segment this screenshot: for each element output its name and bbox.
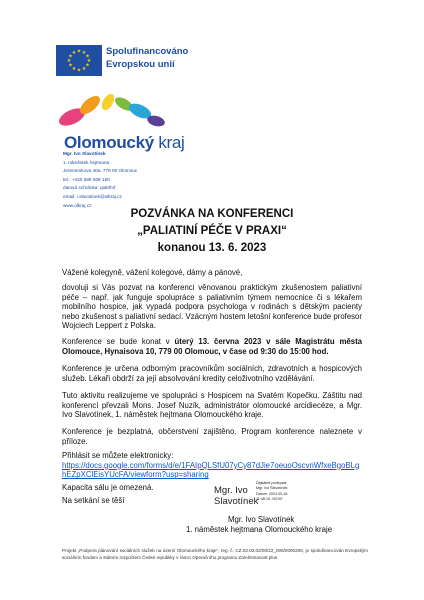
invitation-title bbox=[0, 206, 424, 257]
paragraph-register bbox=[62, 451, 362, 480]
svg-text:★: ★ bbox=[81, 66, 87, 72]
logo-name: Olomoucký bbox=[64, 133, 154, 152]
svg-text:★: ★ bbox=[71, 66, 77, 72]
signature-name-visual bbox=[214, 485, 258, 507]
sender-databox: datová schránka: qiabfmf bbox=[63, 185, 116, 191]
sender-role: 1. náměstek hejtmana bbox=[63, 159, 110, 165]
sender-name: Mgr. Ivo Slavotínek bbox=[63, 151, 106, 156]
sender-tel: tel.: +420 585 508 150 bbox=[63, 176, 110, 182]
digital-sig-line-2: Mgr. Ivo Slavotínek bbox=[256, 486, 288, 491]
greeting: Vážené kolegyně, vážení kolegové, dámy a pánové, bbox=[62, 268, 243, 277]
registration-link[interactable]: https://docs.google.com/forms/d/e/1FAIpQLSfU07yCy87dJie7oeuoOscvnWfxeBgoBLghEZpXClEisYUcFA/viewform?usp=sharing bbox=[62, 460, 360, 480]
title-line-2: „PALIATINÍ PÉČE V PRAXI“ bbox=[137, 225, 287, 237]
title-line-1: POZVÁNKA NA KONFERENCI bbox=[130, 208, 294, 220]
eu-flag-icon bbox=[56, 45, 102, 76]
svg-text:★: ★ bbox=[76, 48, 82, 55]
paragraph-intro: dovoluji si Vás pozvat na konferenci věnovanou praktickým zkušenostem paliativní péče – např. jak funguje spolupráce s paliativním týmem nemocnice či s lékařem mobilního hospice, jak vypadá podpora psychologa v rodinách s dětským pacienty nebo zkušenost s paliativní sedací. Vzácným hostem letošní konference bude profesor Wojciech Leppert z Polska. bbox=[62, 283, 362, 331]
svg-text:★: ★ bbox=[76, 67, 82, 74]
svg-text:★: ★ bbox=[66, 58, 72, 64]
paragraph-capacity: Kapacita sálu je omezená. bbox=[62, 483, 154, 492]
svg-text:★: ★ bbox=[68, 53, 73, 60]
paragraph-venue bbox=[62, 337, 362, 356]
svg-text:★: ★ bbox=[86, 58, 92, 64]
paragraph-free: Konference je bezplatná, občerstvení zajištěno. Program konference naleznete v příloze. bbox=[62, 427, 362, 446]
eu-line-2: Evropskou unií bbox=[106, 58, 175, 70]
signatory-role: 1. náměstek hejtmana Olomouckého kraje bbox=[186, 525, 333, 534]
eu-line-1: Spolufinancováno bbox=[106, 46, 189, 57]
svg-text:★: ★ bbox=[85, 62, 90, 69]
svg-text:★: ★ bbox=[68, 62, 73, 69]
svg-text:★: ★ bbox=[81, 50, 87, 56]
sender-email: email: i.slavotinek@olkraj.cz bbox=[63, 193, 122, 199]
digital-sig-line-3: Datum: 2023.05.18 bbox=[256, 491, 288, 496]
sender-address: Jeremenkova 40a, 779 00 Olomouc bbox=[63, 168, 138, 174]
paragraph-audience: Konference je určena odborným pracovníkům sociálních, zdravotních a hospicových služeb. Lékaři obdrží za její absolvování kredity celoživotního vzdělávání. bbox=[62, 364, 362, 383]
sender-web: www.olkraj.cz bbox=[63, 202, 92, 208]
register-label: Přihlásit se můžete elektronicky: bbox=[62, 451, 174, 460]
paragraph-cooperation: Tuto aktivitu realizujeme ve spolupráci s Hospicem na Svatém Kopečku. Záštitu nad konferencí převzali Mons. Josef Nuzík, administrátor olomoucké arcidiecéze, a Mgr. Ivo Slavotínek, 1. náměstek hejtmana Olomouckého kraje. bbox=[62, 391, 362, 420]
sender-block bbox=[63, 150, 137, 210]
project-footer: Projekt „Podpora plánování sociálních služeb na území Olomouckého kraje“, reg. č. CZ.03.02.02/00/22_006/0000208, je spolufinancován Evropským sociálním fondem a státním rozpočtem České republiky v rámci Operačního programu Zaměstnanost plus. bbox=[62, 548, 368, 561]
olomoucky-kraj-logo-icon bbox=[52, 91, 172, 133]
logo-kraj: kraj bbox=[153, 133, 185, 152]
title-line-3: konanou 13. 6. 2023 bbox=[157, 242, 267, 254]
svg-text:★: ★ bbox=[85, 53, 90, 60]
signature-line-1: Mgr. Ivo bbox=[214, 485, 248, 496]
paragraph-closing: Na setkání se těší bbox=[62, 496, 125, 505]
venue-details: úterý 13. června 2023 v sále Magistrátu města Olomouce, Hynaisova 10, 779 00 Olomouc, v čase od 9:30 do 15:00 hod. bbox=[62, 337, 363, 356]
signature-line-2: Slavotínek bbox=[214, 496, 259, 507]
eu-cofinanced-label bbox=[106, 46, 188, 71]
digital-signature-stamp bbox=[256, 481, 287, 503]
signatory-name: Mgr. Ivo Slavotínek bbox=[228, 515, 295, 524]
svg-text:★: ★ bbox=[71, 50, 77, 56]
venue-intro: Konference se bude konat v bbox=[62, 337, 175, 346]
digital-sig-line-4: 11:48:15 +02'00' bbox=[256, 497, 283, 502]
digital-sig-line-1: Digitálně podepsal bbox=[256, 481, 287, 485]
